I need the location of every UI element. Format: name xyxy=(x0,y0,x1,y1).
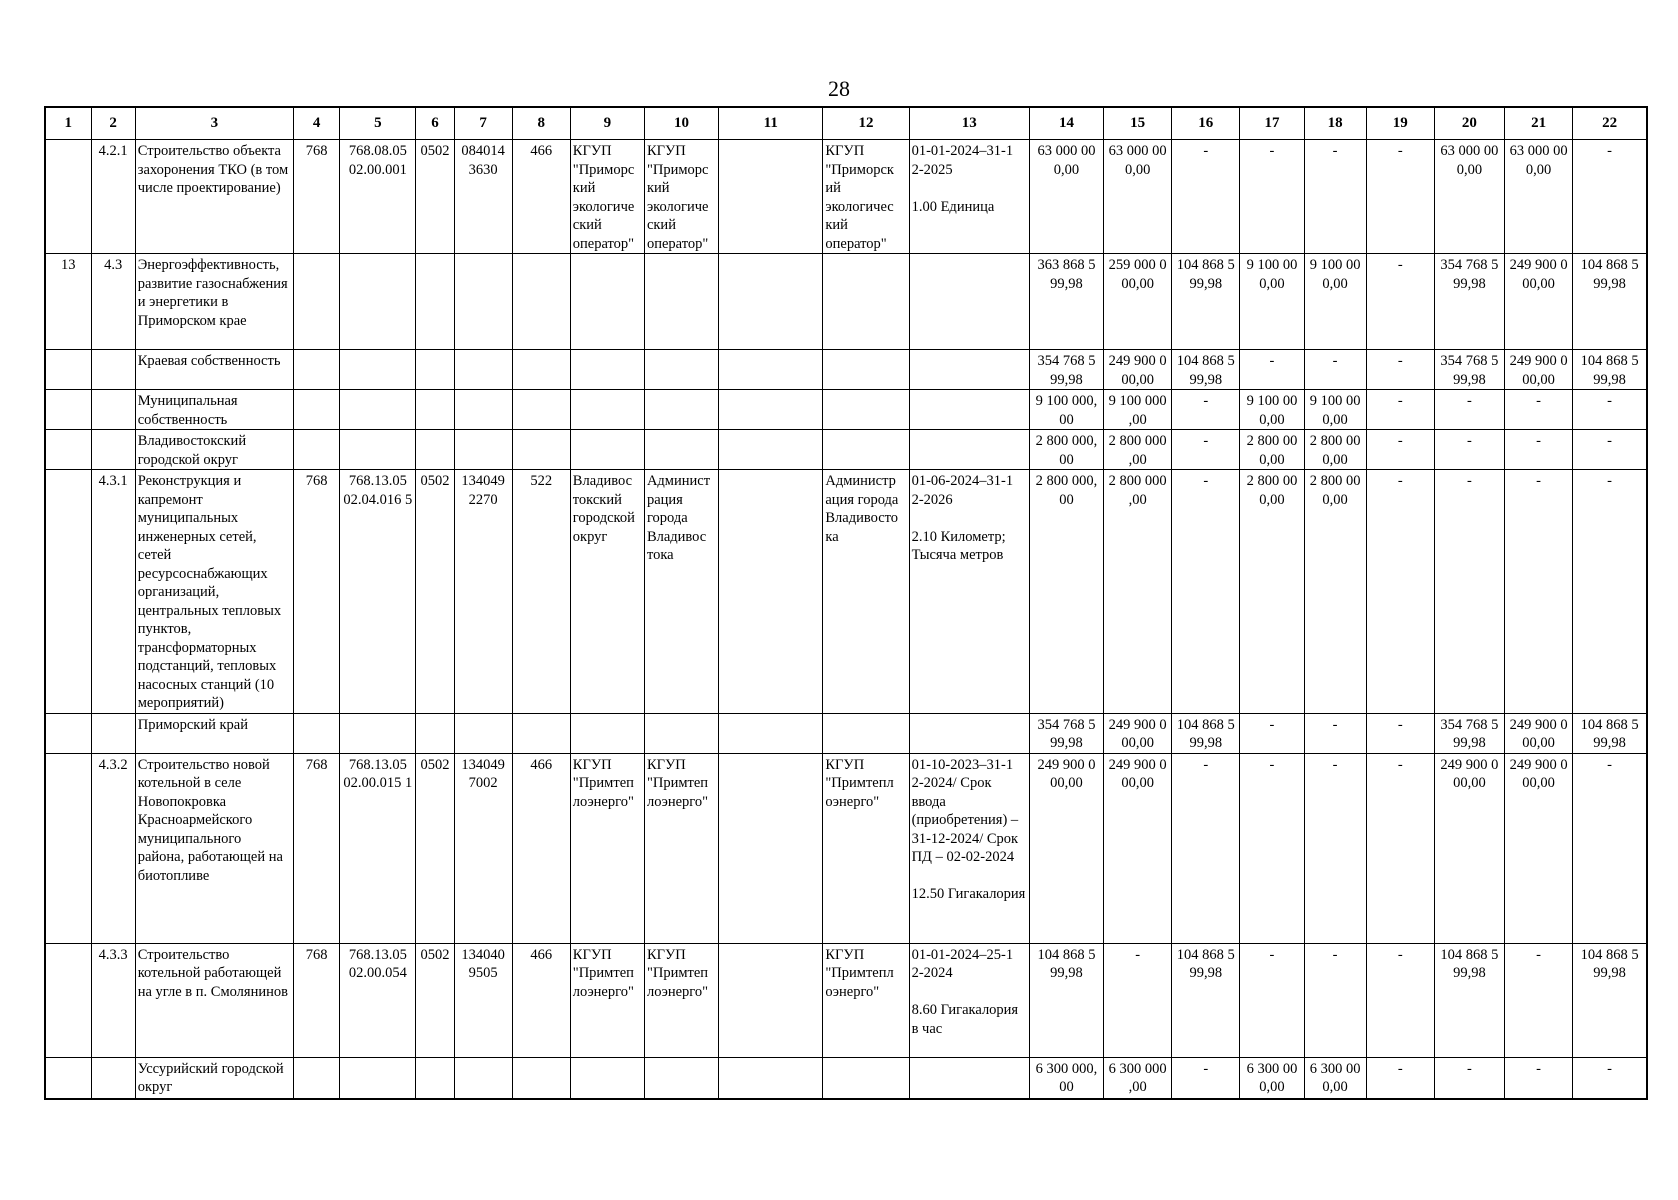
table-cell-c12: КГУП "Примтепл оэнерго" xyxy=(823,943,909,1057)
table-cell-code: 4.3.3 xyxy=(91,943,135,1057)
table-cell-c17: 6 300 00 0,00 xyxy=(1240,1057,1304,1099)
table-cell-c13 xyxy=(909,430,1029,470)
table-cell-c22: - xyxy=(1573,753,1647,943)
table-cell-c14: 363 868 5 99,98 xyxy=(1029,254,1103,350)
table-row xyxy=(45,753,1647,943)
table-cell-c7 xyxy=(454,254,512,350)
table-cell-c14: 2 800 000, 00 xyxy=(1029,470,1103,714)
table-cell-c16: - xyxy=(1172,753,1240,943)
table-cell-c7 xyxy=(454,713,512,753)
table-cell-c22: 104 868 5 99,98 xyxy=(1573,350,1647,390)
table-row xyxy=(45,254,1647,350)
table-cell-c9 xyxy=(570,390,644,430)
table-cell-c6 xyxy=(416,713,454,753)
table-row xyxy=(45,140,1647,254)
table-cell-c5: 768.13.05 02.04.016 5 xyxy=(340,470,416,714)
column-header: 1 xyxy=(45,107,91,140)
table-cell-c19: - xyxy=(1366,943,1434,1057)
table-cell-name: Строительство новой котельной в селе Новопокровка Красноармейского муниципального района, работающей на биотопливе xyxy=(135,753,293,943)
table-cell-c17: - xyxy=(1240,753,1304,943)
table-cell-c8: 466 xyxy=(512,753,570,943)
table-cell-c9 xyxy=(570,350,644,390)
table-cell-c16: - xyxy=(1172,390,1240,430)
table-cell-code xyxy=(91,350,135,390)
table-cell-c17: - xyxy=(1240,943,1304,1057)
table-cell-c8 xyxy=(512,1057,570,1099)
table-cell-c14: 354 768 5 99,98 xyxy=(1029,713,1103,753)
table-cell-c16: - xyxy=(1172,430,1240,470)
table-cell-c10: Админист рация города Владивос тока xyxy=(644,470,718,714)
table-cell-c11 xyxy=(719,943,823,1057)
table-cell-n xyxy=(45,470,91,714)
table-cell-c17: - xyxy=(1240,350,1304,390)
column-header: 17 xyxy=(1240,107,1304,140)
table-cell-c9: КГУП "Примтеп лоэнерго" xyxy=(570,943,644,1057)
table-cell-c8 xyxy=(512,254,570,350)
table-cell-c20: 104 868 5 99,98 xyxy=(1434,943,1504,1057)
table-row xyxy=(45,713,1647,753)
column-header: 22 xyxy=(1573,107,1647,140)
table-cell-c6 xyxy=(416,350,454,390)
table-cell-c20: 63 000 00 0,00 xyxy=(1434,140,1504,254)
table-cell-c21: 63 000 00 0,00 xyxy=(1504,140,1572,254)
table-cell-c7: 134049 2270 xyxy=(454,470,512,714)
table-cell-c12 xyxy=(823,1057,909,1099)
table-cell-c15: - xyxy=(1104,943,1172,1057)
table-cell-c18: - xyxy=(1304,140,1366,254)
table-cell-c11 xyxy=(719,390,823,430)
table-cell-c21: - xyxy=(1504,390,1572,430)
column-header: 19 xyxy=(1366,107,1434,140)
table-cell-n xyxy=(45,430,91,470)
table-cell-code xyxy=(91,390,135,430)
table-cell-c10 xyxy=(644,713,718,753)
table-cell-c4: 768 xyxy=(294,753,340,943)
column-header: 8 xyxy=(512,107,570,140)
table-cell-c22: - xyxy=(1573,430,1647,470)
table-cell-n xyxy=(45,350,91,390)
table-cell-c22: - xyxy=(1573,140,1647,254)
table-cell-c22: - xyxy=(1573,1057,1647,1099)
table-cell-c8 xyxy=(512,390,570,430)
table-cell-c7: 084014 3630 xyxy=(454,140,512,254)
table-cell-c10: КГУП "Приморс кий экологиче ский оператор" xyxy=(644,140,718,254)
table-cell-c4: 768 xyxy=(294,943,340,1057)
column-header: 6 xyxy=(416,107,454,140)
table-cell-n xyxy=(45,753,91,943)
table-cell-c12 xyxy=(823,390,909,430)
table-cell-c11 xyxy=(719,430,823,470)
table-cell-c12: Администр ация города Владивосто ка xyxy=(823,470,909,714)
table-cell-c13: 01-01-2024–31-1 2-2025 1.00 Единица xyxy=(909,140,1029,254)
table-cell-c12 xyxy=(823,430,909,470)
table-cell-c17: 9 100 00 0,00 xyxy=(1240,390,1304,430)
table-cell-c9: КГУП "Примтеп лоэнерго" xyxy=(570,753,644,943)
table-cell-c8: 466 xyxy=(512,140,570,254)
table-cell-c18: 9 100 00 0,00 xyxy=(1304,254,1366,350)
table-cell-c16: 104 868 5 99,98 xyxy=(1172,713,1240,753)
table-cell-c5 xyxy=(340,350,416,390)
table-cell-c10 xyxy=(644,390,718,430)
column-header: 13 xyxy=(909,107,1029,140)
table-cell-c15: 2 800 000 ,00 xyxy=(1104,430,1172,470)
table-cell-c10 xyxy=(644,430,718,470)
table-cell-n xyxy=(45,1057,91,1099)
table-cell-c21: 249 900 0 00,00 xyxy=(1504,753,1572,943)
table-cell-c17: - xyxy=(1240,713,1304,753)
table-cell-c4 xyxy=(294,254,340,350)
table-cell-c9 xyxy=(570,713,644,753)
table-cell-c5: 768.13.05 02.00.015 1 xyxy=(340,753,416,943)
table-cell-c14: 6 300 000, 00 xyxy=(1029,1057,1103,1099)
table-cell-c13: 01-01-2024–25-1 2-2024 8.60 Гигакалория в час xyxy=(909,943,1029,1057)
table-cell-c4: 768 xyxy=(294,140,340,254)
table-cell-c20: - xyxy=(1434,390,1504,430)
table-cell-c9: Владивос токский городской округ xyxy=(570,470,644,714)
table-cell-c14: 104 868 5 99,98 xyxy=(1029,943,1103,1057)
table-cell-c15: 63 000 00 0,00 xyxy=(1104,140,1172,254)
table-row xyxy=(45,350,1647,390)
budget-table xyxy=(44,106,1648,1100)
table-cell-c11 xyxy=(719,470,823,714)
table-cell-code: 4.2.1 xyxy=(91,140,135,254)
table-cell-c9 xyxy=(570,430,644,470)
table-cell-c14: 9 100 000, 00 xyxy=(1029,390,1103,430)
column-header: 3 xyxy=(135,107,293,140)
table-cell-c22: 104 868 5 99,98 xyxy=(1573,943,1647,1057)
table-cell-c6: 0502 xyxy=(416,140,454,254)
table-cell-c18: - xyxy=(1304,753,1366,943)
table-row xyxy=(45,390,1647,430)
table-cell-c15: 9 100 000 ,00 xyxy=(1104,390,1172,430)
table-cell-c6 xyxy=(416,430,454,470)
table-cell-c4 xyxy=(294,713,340,753)
table-cell-name: Строительство объекта захоронения ТКО (в том числе проектирование) xyxy=(135,140,293,254)
table-cell-c20: 249 900 0 00,00 xyxy=(1434,753,1504,943)
table-cell-c4 xyxy=(294,430,340,470)
table-cell-c13 xyxy=(909,350,1029,390)
table-cell-c10 xyxy=(644,254,718,350)
table-cell-c7 xyxy=(454,1057,512,1099)
table-cell-code: 4.3 xyxy=(91,254,135,350)
table-cell-c6 xyxy=(416,254,454,350)
table-cell-name: Энергоэффективность, развитие газоснабжения и энергетики в Приморском крае xyxy=(135,254,293,350)
table-cell-c21: 249 900 0 00,00 xyxy=(1504,254,1572,350)
table-cell-c5 xyxy=(340,390,416,430)
table-cell-code xyxy=(91,1057,135,1099)
table-cell-c20: - xyxy=(1434,1057,1504,1099)
table-row xyxy=(45,943,1647,1057)
table-cell-c21: 249 900 0 00,00 xyxy=(1504,350,1572,390)
table-cell-c11 xyxy=(719,713,823,753)
table-cell-c20: - xyxy=(1434,430,1504,470)
table-cell-c12 xyxy=(823,713,909,753)
table-cell-c21: - xyxy=(1504,1057,1572,1099)
table-cell-c19: - xyxy=(1366,430,1434,470)
table-body xyxy=(45,140,1647,1100)
table-cell-c16: - xyxy=(1172,1057,1240,1099)
table-cell-c10 xyxy=(644,350,718,390)
table-cell-n xyxy=(45,390,91,430)
table-cell-c4 xyxy=(294,1057,340,1099)
column-header: 14 xyxy=(1029,107,1103,140)
table-cell-c18: - xyxy=(1304,943,1366,1057)
table-cell-c5: 768.13.05 02.00.054 xyxy=(340,943,416,1057)
column-header: 10 xyxy=(644,107,718,140)
table-cell-c6 xyxy=(416,1057,454,1099)
table-cell-c18: 6 300 00 0,00 xyxy=(1304,1057,1366,1099)
table-cell-c5 xyxy=(340,254,416,350)
table-cell-c11 xyxy=(719,254,823,350)
table-cell-c7: 134040 9505 xyxy=(454,943,512,1057)
table-cell-c5 xyxy=(340,713,416,753)
table-cell-n xyxy=(45,943,91,1057)
table-cell-c13: 01-10-2023–31-1 2-2024/ Срок ввода (приобретения) – 31-12-2024/ Срок ПД – 02-02-2024 12.50 Гигакалория xyxy=(909,753,1029,943)
table-cell-c4: 768 xyxy=(294,470,340,714)
table-cell-c22: - xyxy=(1573,390,1647,430)
table-cell-c4 xyxy=(294,350,340,390)
table-cell-c15: 2 800 000 ,00 xyxy=(1104,470,1172,714)
table-cell-c12 xyxy=(823,350,909,390)
table-cell-c22: 104 868 5 99,98 xyxy=(1573,713,1647,753)
column-header: 18 xyxy=(1304,107,1366,140)
table-cell-c5 xyxy=(340,1057,416,1099)
table-cell-c9 xyxy=(570,1057,644,1099)
table-cell-c18: - xyxy=(1304,350,1366,390)
column-header: 15 xyxy=(1104,107,1172,140)
table-cell-name: Уссурийский городской округ xyxy=(135,1057,293,1099)
table-cell-c20: 354 768 5 99,98 xyxy=(1434,350,1504,390)
table-cell-c10: КГУП "Примтеп лоэнерго" xyxy=(644,943,718,1057)
table-row xyxy=(45,1057,1647,1099)
table-cell-name: Краевая собственность xyxy=(135,350,293,390)
table-cell-c8 xyxy=(512,713,570,753)
table-cell-name: Приморский край xyxy=(135,713,293,753)
table-cell-c19: - xyxy=(1366,140,1434,254)
table-cell-c12 xyxy=(823,254,909,350)
table-cell-c16: - xyxy=(1172,470,1240,714)
table-cell-c19: - xyxy=(1366,254,1434,350)
table-row xyxy=(45,470,1647,714)
table-cell-c19: - xyxy=(1366,470,1434,714)
table-cell-c11 xyxy=(719,140,823,254)
column-header: 5 xyxy=(340,107,416,140)
table-cell-c14: 354 768 5 99,98 xyxy=(1029,350,1103,390)
table-cell-c17: 2 800 00 0,00 xyxy=(1240,470,1304,714)
table-cell-c16: - xyxy=(1172,140,1240,254)
table-cell-c13 xyxy=(909,713,1029,753)
table-cell-c5: 768.08.05 02.00.001 xyxy=(340,140,416,254)
table-cell-c8: 466 xyxy=(512,943,570,1057)
table-row xyxy=(45,430,1647,470)
column-header: 20 xyxy=(1434,107,1504,140)
table-cell-c6: 0502 xyxy=(416,753,454,943)
table-cell-n: 13 xyxy=(45,254,91,350)
table-cell-code xyxy=(91,713,135,753)
table-cell-c21: - xyxy=(1504,943,1572,1057)
table-cell-c12: КГУП "Примтепл оэнерго" xyxy=(823,753,909,943)
page-number: 28 xyxy=(828,76,850,101)
table-cell-name: Муниципальная собственность xyxy=(135,390,293,430)
table-cell-c20: - xyxy=(1434,470,1504,714)
table-cell-c14: 63 000 00 0,00 xyxy=(1029,140,1103,254)
table-cell-c7 xyxy=(454,390,512,430)
table-cell-c13: 01-06-2024–31-1 2-2026 2.10 Километр; Тысяча метров xyxy=(909,470,1029,714)
column-header: 4 xyxy=(294,107,340,140)
column-header: 16 xyxy=(1172,107,1240,140)
table-cell-c18: - xyxy=(1304,713,1366,753)
table-cell-c17: 2 800 00 0,00 xyxy=(1240,430,1304,470)
table-cell-c19: - xyxy=(1366,350,1434,390)
table-cell-c16: 104 868 5 99,98 xyxy=(1172,350,1240,390)
table-cell-code xyxy=(91,430,135,470)
table-cell-c16: 104 868 5 99,98 xyxy=(1172,254,1240,350)
table-cell-c18: 9 100 00 0,00 xyxy=(1304,390,1366,430)
column-header: 21 xyxy=(1504,107,1572,140)
table-cell-c17: - xyxy=(1240,140,1304,254)
table-cell-c19: - xyxy=(1366,753,1434,943)
table-cell-c6 xyxy=(416,390,454,430)
table-cell-c8: 522 xyxy=(512,470,570,714)
table-cell-c7 xyxy=(454,430,512,470)
table-cell-c15: 6 300 000 ,00 xyxy=(1104,1057,1172,1099)
table-cell-c14: 249 900 0 00,00 xyxy=(1029,753,1103,943)
table-header-row xyxy=(45,107,1647,140)
table-cell-c12: КГУП "Приморск ий экологичес кий оператор" xyxy=(823,140,909,254)
table-cell-c13 xyxy=(909,254,1029,350)
table-cell-c19: - xyxy=(1366,390,1434,430)
table-cell-c6: 0502 xyxy=(416,470,454,714)
table-cell-c20: 354 768 5 99,98 xyxy=(1434,254,1504,350)
table-cell-c19: - xyxy=(1366,1057,1434,1099)
table-cell-c10 xyxy=(644,1057,718,1099)
table-cell-c17: 9 100 00 0,00 xyxy=(1240,254,1304,350)
table-cell-n xyxy=(45,140,91,254)
column-header: 2 xyxy=(91,107,135,140)
table-cell-c15: 249 900 0 00,00 xyxy=(1104,753,1172,943)
table-cell-c15: 249 900 0 00,00 xyxy=(1104,713,1172,753)
table-cell-c15: 249 900 0 00,00 xyxy=(1104,350,1172,390)
table-cell-name: Реконструкция и капремонт муниципальных инженерных сетей, сетей ресурсоснабжающих организаций, центральных тепловых пунктов, трансформаторных подстанций, тепловых насосных станций (10 мероприятий) xyxy=(135,470,293,714)
table-cell-name: Строительство котельной работающей на угле в п. Смолянинов xyxy=(135,943,293,1057)
table-cell-c18: 2 800 00 0,00 xyxy=(1304,430,1366,470)
table-cell-c11 xyxy=(719,753,823,943)
table-cell-c21: - xyxy=(1504,430,1572,470)
table-cell-c22: 104 868 5 99,98 xyxy=(1573,254,1647,350)
table-cell-c6: 0502 xyxy=(416,943,454,1057)
table-cell-c13 xyxy=(909,390,1029,430)
table-cell-c5 xyxy=(340,430,416,470)
table-cell-c15: 259 000 0 00,00 xyxy=(1104,254,1172,350)
table-cell-c22: - xyxy=(1573,470,1647,714)
table-cell-c14: 2 800 000, 00 xyxy=(1029,430,1103,470)
table-cell-code: 4.3.1 xyxy=(91,470,135,714)
table-cell-c8 xyxy=(512,430,570,470)
table-cell-c7: 134049 7002 xyxy=(454,753,512,943)
table-cell-c19: - xyxy=(1366,713,1434,753)
column-header: 7 xyxy=(454,107,512,140)
table-cell-c9: КГУП "Приморс кий экологиче ский оператор" xyxy=(570,140,644,254)
table-cell-c7 xyxy=(454,350,512,390)
column-header: 9 xyxy=(570,107,644,140)
table-cell-code: 4.3.2 xyxy=(91,753,135,943)
column-header: 11 xyxy=(719,107,823,140)
table-cell-c10: КГУП "Примтеп лоэнерго" xyxy=(644,753,718,943)
table-cell-c11 xyxy=(719,1057,823,1099)
table-cell-c20: 354 768 5 99,98 xyxy=(1434,713,1504,753)
table-cell-c16: 104 868 5 99,98 xyxy=(1172,943,1240,1057)
table-cell-c21: - xyxy=(1504,470,1572,714)
table-cell-name: Владивостокский городской округ xyxy=(135,430,293,470)
table-cell-c11 xyxy=(719,350,823,390)
table-cell-n xyxy=(45,713,91,753)
table-cell-c13 xyxy=(909,1057,1029,1099)
table-cell-c9 xyxy=(570,254,644,350)
table-cell-c18: 2 800 00 0,00 xyxy=(1304,470,1366,714)
table-cell-c21: 249 900 0 00,00 xyxy=(1504,713,1572,753)
table-cell-c8 xyxy=(512,350,570,390)
table-cell-c4 xyxy=(294,390,340,430)
column-header: 12 xyxy=(823,107,909,140)
